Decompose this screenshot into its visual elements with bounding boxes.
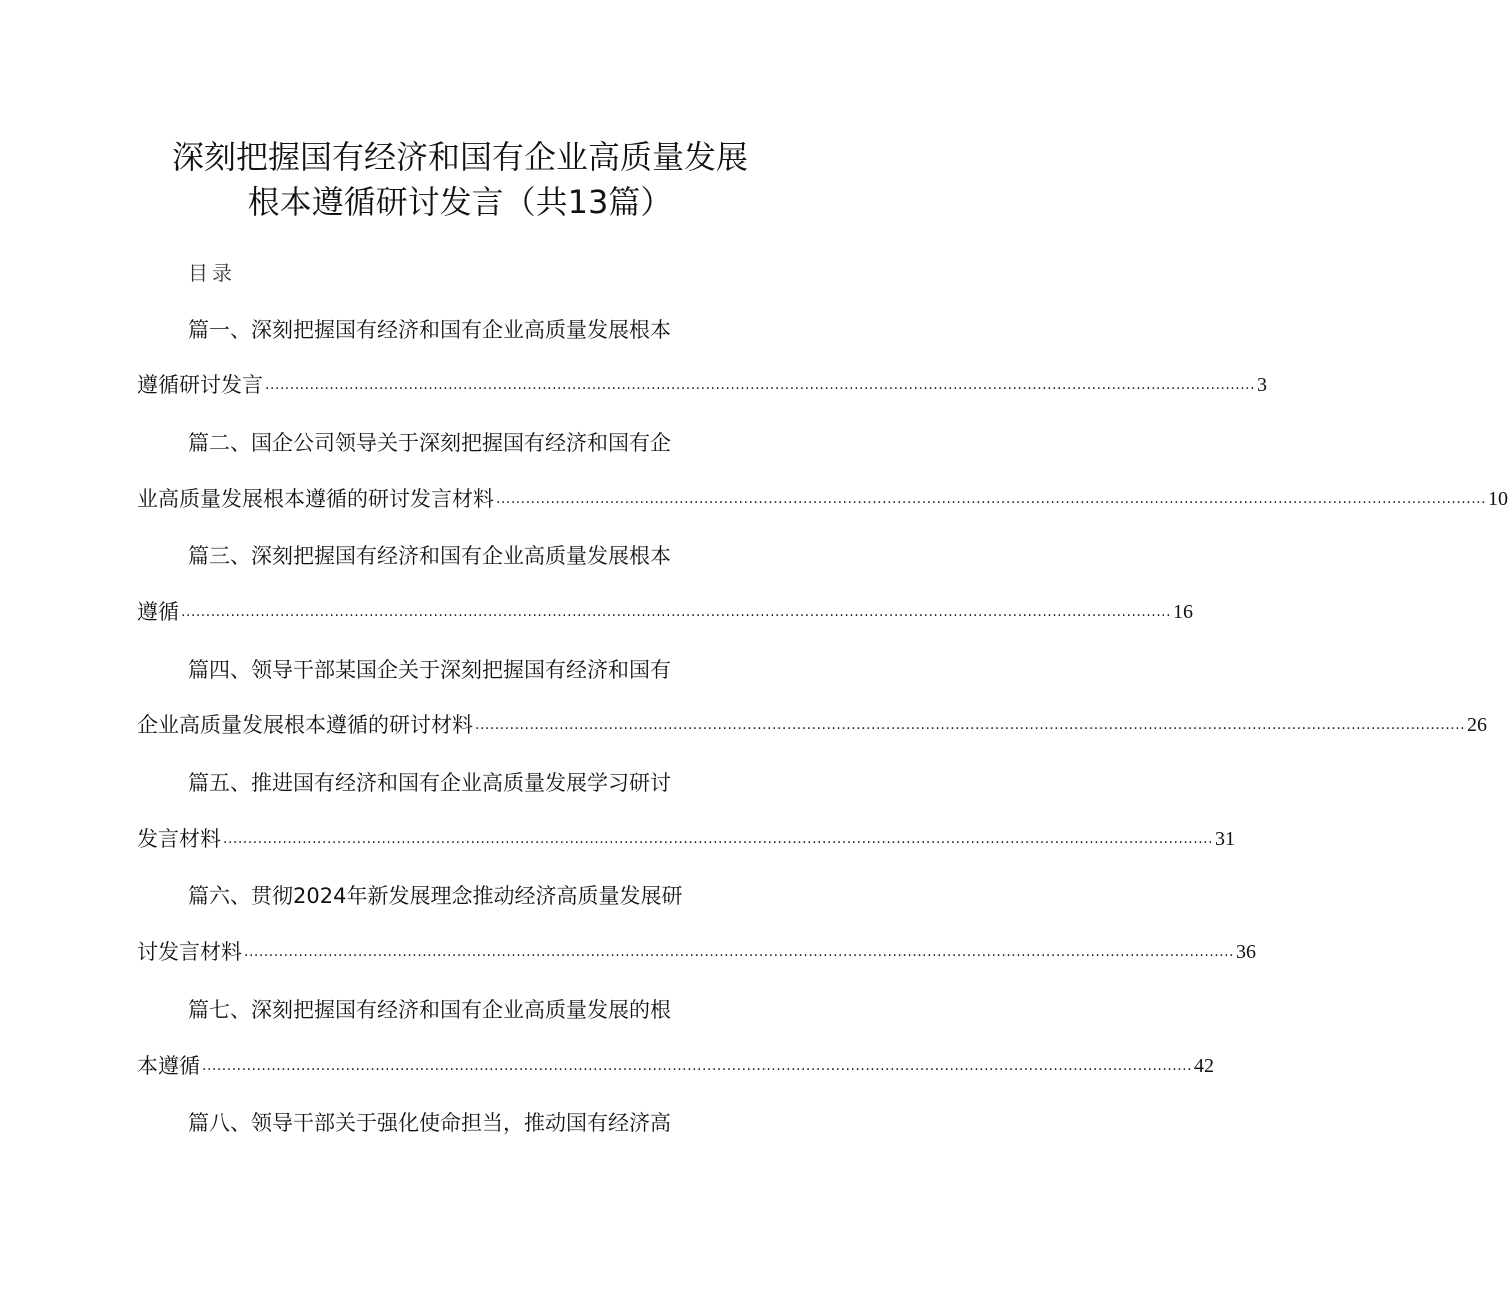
dot-leader: ........................................................................................................................................................................................................ bbox=[496, 491, 1487, 507]
toc-entry-5-title-cont: 发言材料 bbox=[137, 827, 221, 851]
dot-leader: ........................................................................................................................................................................................................ bbox=[265, 377, 1256, 393]
toc-entry-5-title: 篇五、推进国有经济和国有企业高质量发展学习研讨 bbox=[188, 771, 671, 795]
toc-entry-1-title: 篇一、深刻把握国有经济和国有企业高质量发展根本 bbox=[188, 318, 671, 342]
toc-entry-2-title-cont: 业高质量发展根本遵循的研讨发言材料 bbox=[137, 487, 494, 511]
toc-entry-4-line[interactable] bbox=[137, 710, 1488, 740]
toc-entry-1-page: 3 bbox=[1257, 374, 1268, 396]
toc-entry-6-title-cont: 讨发言材料 bbox=[137, 940, 242, 964]
toc-entry-3-line[interactable] bbox=[137, 597, 1194, 627]
toc-entry-5-line[interactable] bbox=[137, 824, 1236, 854]
toc-entry-7-line[interactable] bbox=[137, 1051, 1215, 1081]
toc-entry-3-title: 篇三、深刻把握国有经济和国有企业高质量发展根本 bbox=[188, 544, 671, 568]
toc-entry-2-page: 10 bbox=[1488, 488, 1508, 510]
toc-entry-8-title: 篇八、领导干部关于强化使命担当，推动国有经济高 bbox=[188, 1111, 671, 1135]
toc-entry-5-page: 31 bbox=[1215, 828, 1236, 850]
toc-heading: 目录 bbox=[188, 261, 236, 285]
dot-leader: ........................................................................................................................................................................................................ bbox=[181, 604, 1172, 620]
toc-entry-6-title: 篇六、贯彻2024年新发展理念推动经济高质量发展研 bbox=[188, 884, 683, 908]
toc-entry-7-page: 42 bbox=[1194, 1055, 1215, 1077]
toc-entry-4-title-cont: 企业高质量发展根本遵循的研讨材料 bbox=[137, 713, 473, 737]
toc-entry-7-title: 篇七、深刻把握国有经济和国有企业高质量发展的根 bbox=[188, 998, 671, 1022]
toc-entry-6-line[interactable] bbox=[137, 937, 1257, 967]
toc-entry-1-title-cont: 遵循研讨发言 bbox=[137, 373, 263, 397]
toc-entry-6-page: 36 bbox=[1236, 941, 1257, 963]
dot-leader: ........................................................................................................................................................................................................ bbox=[475, 717, 1466, 733]
toc-entry-3-title-cont: 遵循 bbox=[137, 600, 179, 624]
toc-entry-4-title: 篇四、领导干部某国企关于深刻把握国有经济和国有 bbox=[188, 658, 671, 682]
document-title-line-1: 深刻把握国有经济和国有企业高质量发展 bbox=[171, 138, 748, 176]
document-title-line-2: 根本遵循研讨发言（共13篇） bbox=[247, 183, 673, 221]
toc-entry-7-title-cont: 本遵循 bbox=[137, 1054, 200, 1078]
toc-entry-3-page: 16 bbox=[1173, 601, 1194, 623]
toc-entry-2-title: 篇二、国企公司领导关于深刻把握国有经济和国有企 bbox=[188, 431, 671, 455]
dot-leader: ........................................................................................................................................................................................................ bbox=[244, 944, 1235, 960]
toc-entry-4-page: 26 bbox=[1467, 714, 1488, 736]
toc-entry-1-line[interactable] bbox=[137, 370, 1268, 400]
dot-leader: ........................................................................................................................................................................................................ bbox=[223, 831, 1214, 847]
toc-entry-2-line[interactable] bbox=[137, 484, 1508, 514]
dot-leader: ........................................................................................................................................................................................................ bbox=[202, 1058, 1193, 1074]
